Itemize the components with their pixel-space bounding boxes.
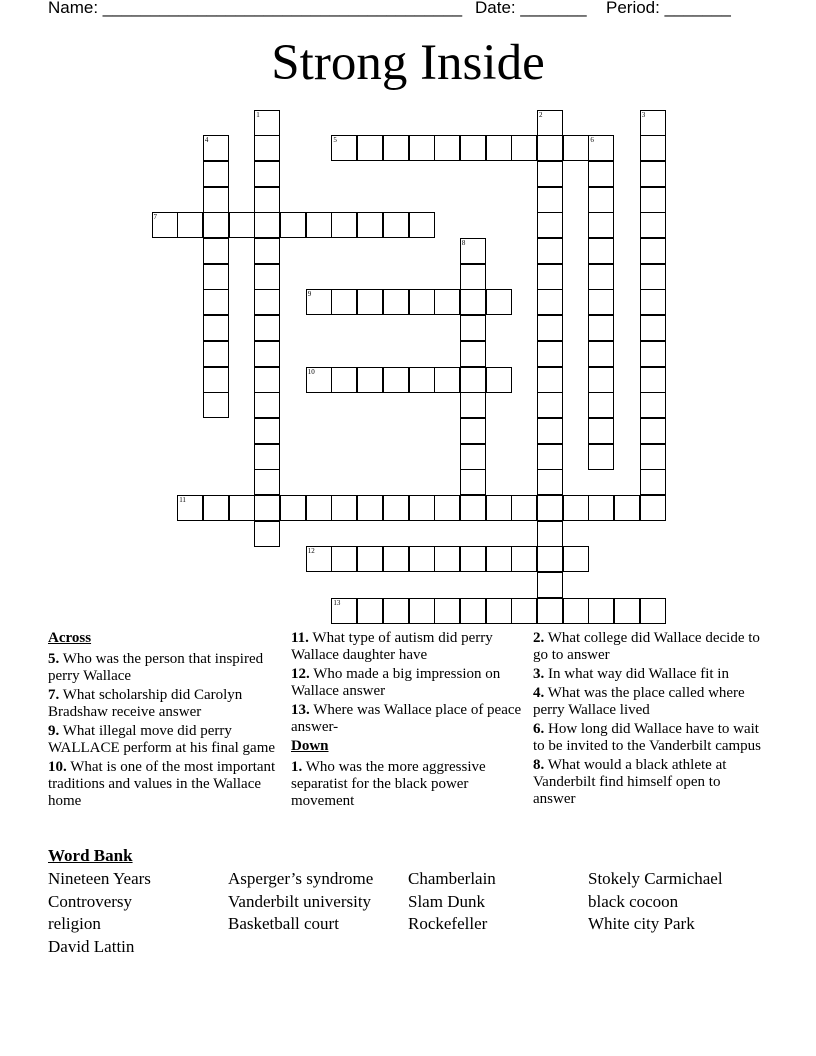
grid-cell[interactable] [177,212,203,238]
grid-cell[interactable] [460,238,486,264]
grid-cell[interactable] [460,367,486,393]
grid-cell[interactable] [537,315,563,341]
clue-item [48,759,280,810]
grid-cell[interactable] [254,521,280,547]
grid-cell[interactable] [460,315,486,341]
grid-cell[interactable] [409,598,435,624]
grid-cell[interactable] [357,367,383,393]
grid-cell[interactable] [640,495,666,521]
grid-cell[interactable] [331,598,357,624]
word-bank-word: Slam Dunk [408,891,485,911]
period-field[interactable]: Period: _______ [606,0,731,17]
clue-text: What type of autism did perry Wallace daughter have [291,630,493,663]
grid-cell[interactable] [537,264,563,290]
clue-item [48,651,280,685]
clue-item [291,759,523,810]
word-bank-word: Controversy [48,891,133,911]
grid-cell[interactable] [203,289,229,315]
grid-cell[interactable] [152,212,178,238]
grid-cell[interactable] [203,187,229,213]
date-field[interactable]: Date: _______ [475,0,587,17]
grid-cell[interactable] [357,212,383,238]
clue-number-label: 5. [48,651,60,667]
grid-cell[interactable] [383,289,409,315]
word-bank-word: Basketball court [228,914,339,933]
clue-number: 12 [307,547,315,556]
clue-text: What scholarship did Carolyn Bradshaw receive answer [48,687,243,720]
clue-number-label: 2. [533,630,545,646]
grid-cell[interactable] [537,546,563,572]
grid-cell[interactable] [486,367,512,393]
grid-cell[interactable] [434,495,460,521]
grid-cell[interactable] [640,187,666,213]
grid-cell[interactable] [640,444,666,470]
grid-cell[interactable] [409,495,435,521]
clue-item [533,757,763,808]
clue-item [533,666,763,683]
clue-number-label: 3. [533,666,545,682]
grid-cell[interactable] [537,418,563,444]
grid-cell[interactable] [537,212,563,238]
word-bank-word: Rockefeller [408,914,488,933]
header [48,0,756,20]
grid-cell[interactable] [254,264,280,290]
clue-number: 10 [307,367,315,376]
grid-cell[interactable] [254,212,280,238]
clue-number: 7 [153,213,157,222]
grid-cell[interactable] [254,444,280,470]
grid-cell[interactable] [640,598,666,624]
grid-cell[interactable] [537,161,563,187]
grid-cell[interactable] [588,495,614,521]
grid-cell[interactable] [409,367,435,393]
word-bank-word: White city Park [588,914,695,933]
clue-item [291,630,523,664]
grid-cell[interactable] [331,212,357,238]
grid-cell[interactable] [254,469,280,495]
grid-cell[interactable] [563,598,589,624]
clue-number: 11 [179,496,186,504]
grid-cell[interactable] [588,212,614,238]
grid-cell[interactable] [588,135,614,161]
grid-cell[interactable] [511,135,537,161]
clue-text: What illegal move did perry WALLACE perform at his final game [48,723,276,756]
clue-text: What would a black athlete at Vanderbilt find himself open to answer [533,757,727,807]
grid-cell[interactable] [588,289,614,315]
clue-number: 9 [307,290,312,299]
across-clues-column [48,630,280,812]
clue-text: What is one of the most important traditions and values in the Wallace home [48,759,276,809]
grid-cell[interactable] [563,135,589,161]
grid-cell[interactable] [383,135,409,161]
clue-text: Where was Wallace place of peace answer- [291,702,522,735]
clue-number: 5 [333,136,337,145]
grid-cell[interactable] [588,367,614,393]
grid-cell[interactable] [409,289,435,315]
grid-cell[interactable] [640,135,666,161]
grid-cell[interactable] [588,238,614,264]
grid-cell[interactable] [254,495,280,521]
grid-cell[interactable] [203,392,229,418]
word-bank-word: black cocoon [588,891,679,911]
grid-cell[interactable] [640,341,666,367]
grid-cell[interactable] [588,392,614,418]
word-bank-word: David Lattin [48,936,135,956]
grid-cell[interactable] [537,469,563,495]
grid-cell[interactable] [537,367,563,393]
grid-cell[interactable] [640,367,666,393]
grid-cell[interactable] [640,289,666,315]
grid-cell[interactable] [588,444,614,470]
clue-number-label: 9. [48,723,60,739]
grid-cell[interactable] [537,187,563,213]
grid-cell[interactable] [203,212,229,238]
grid-cell[interactable] [537,289,563,315]
grid-cell[interactable] [460,598,486,624]
grid-cell[interactable] [460,495,486,521]
grid-cell[interactable] [460,546,486,572]
clue-number: 3 [641,110,646,119]
grid-cell[interactable] [614,495,640,521]
grid-cell[interactable] [203,238,229,264]
clue-number: 13 [333,598,341,607]
clue-number: 8 [461,239,466,247]
clue-text: In what way did Wallace fit in [544,666,729,682]
grid-cell[interactable] [537,572,563,598]
grid-cell[interactable] [280,495,306,521]
word-bank-word: Stokely Carmichael [588,869,723,888]
grid-cell[interactable] [486,289,512,315]
grid-cell[interactable] [537,341,563,367]
grid-cell[interactable] [306,546,332,572]
across-heading: Across [48,630,92,646]
grid-cell[interactable] [254,289,280,315]
grid-cell[interactable] [588,341,614,367]
grid-cell[interactable] [588,187,614,213]
grid-cell[interactable] [357,546,383,572]
grid-cell[interactable] [640,212,666,238]
clues-column-3 [533,630,763,810]
clue-number-label: 6. [533,721,545,737]
word-bank-word: Asperger’s syndrome [228,869,374,888]
grid-cell[interactable] [537,521,563,547]
grid-cell[interactable] [460,469,486,495]
grid-cell[interactable] [434,289,460,315]
clue-number-label: 12. [291,666,310,682]
grid-cell[interactable] [511,598,537,624]
grid-cell[interactable] [306,289,332,315]
clue-item [48,687,280,721]
grid-cell[interactable] [563,495,589,521]
word-bank-word: Nineteen Years [48,869,151,888]
clue-item [291,702,523,736]
clue-number-label: 11. [291,630,309,646]
grid-cell[interactable] [254,187,280,213]
word-bank-title: Word Bank [48,846,133,865]
name-field[interactable]: Name: ______________________________________ [48,0,463,17]
grid-cell[interactable] [460,341,486,367]
clue-text: Who was the more aggressive separatist for the black power movement [291,759,486,809]
grid-cell[interactable] [409,546,435,572]
grid-cell[interactable] [357,135,383,161]
grid-cell[interactable] [254,367,280,393]
clue-text: Who was the person that inspired perry Wallace [48,651,264,684]
grid-cell[interactable] [306,367,332,393]
grid-cell[interactable] [203,161,229,187]
grid-cell[interactable] [640,238,666,264]
clue-number: 2 [539,110,543,119]
grid-cell[interactable] [537,444,563,470]
grid-cell[interactable] [486,546,512,572]
clue-item [533,721,763,755]
grid-cell[interactable] [460,289,486,315]
clue-item [533,685,763,719]
grid-cell[interactable] [460,135,486,161]
grid-cell[interactable] [357,289,383,315]
grid-cell[interactable] [486,135,512,161]
clue-number-label: 10. [48,759,67,775]
grid-cell[interactable] [588,161,614,187]
grid-cell[interactable] [177,495,203,521]
grid-cell[interactable] [588,315,614,341]
grid-cell[interactable] [588,418,614,444]
grid-cell[interactable] [306,212,332,238]
grid-cell[interactable] [640,315,666,341]
grid-cell[interactable] [383,598,409,624]
clue-item [291,666,523,700]
grid-cell[interactable] [357,495,383,521]
grid-cell[interactable] [306,495,332,521]
clue-number-label: 1. [291,759,303,775]
grid-cell[interactable] [331,289,357,315]
clue-text: Who made a big impression on Wallace answer [291,666,501,699]
grid-cell[interactable] [434,135,460,161]
word-bank-word: religion [48,914,101,933]
grid-cell[interactable] [229,495,255,521]
grid-cell[interactable] [511,495,537,521]
grid-cell[interactable] [511,546,537,572]
grid-cell[interactable] [640,161,666,187]
grid-cell[interactable] [537,598,563,624]
grid-cell[interactable] [254,418,280,444]
grid-cell[interactable] [460,264,486,290]
grid-cell[interactable] [254,238,280,264]
grid-cell[interactable] [563,546,589,572]
grid-cell[interactable] [460,418,486,444]
grid-cell[interactable] [537,495,563,521]
word-bank-word: Chamberlain [408,869,496,888]
grid-cell[interactable] [203,135,229,161]
clue-number: 1 [256,110,260,119]
grid-cell[interactable] [537,238,563,264]
grid-cell[interactable] [331,367,357,393]
grid-cell[interactable] [640,469,666,495]
grid-cell[interactable] [434,367,460,393]
grid-cell[interactable] [409,135,435,161]
clue-number-label: 7. [48,687,60,703]
grid-cell[interactable] [640,264,666,290]
grid-cell[interactable] [254,341,280,367]
grid-cell[interactable] [537,392,563,418]
grid-cell[interactable] [254,135,280,161]
clue-text: What college did Wallace decide to go to answer [533,630,760,663]
grid-cell[interactable] [229,212,255,238]
clue-item [533,630,763,664]
puzzle-title: Strong Inside [271,35,545,91]
grid-cell[interactable] [203,315,229,341]
grid-cell[interactable] [203,264,229,290]
grid-cell[interactable] [486,598,512,624]
grid-cell[interactable] [460,392,486,418]
down-heading: Down [291,738,329,754]
clues-column-2 [291,630,523,812]
grid-cell[interactable] [614,598,640,624]
grid-cell[interactable] [588,598,614,624]
grid-cell[interactable] [254,315,280,341]
grid-cell[interactable] [434,546,460,572]
clue-number-label: 4. [533,685,545,701]
clue-number: 6 [590,136,594,145]
grid-cell[interactable] [203,341,229,367]
grid-cell[interactable] [383,212,409,238]
grid-cell[interactable] [357,598,383,624]
clue-item [48,723,280,757]
grid-cell[interactable] [254,392,280,418]
clue-number: 4 [204,136,209,145]
grid-cell[interactable] [640,392,666,418]
grid-cell[interactable] [383,367,409,393]
grid-cell[interactable] [254,161,280,187]
grid-cell[interactable] [640,110,666,136]
grid-cell[interactable] [434,598,460,624]
grid-cell[interactable] [409,212,435,238]
grid-cell[interactable] [331,135,357,161]
grid-cell[interactable] [486,495,512,521]
clue-text: What was the place called where perry Wallace lived [533,685,745,718]
word-bank-word: Vanderbilt university [228,891,372,911]
grid-cell[interactable] [331,495,357,521]
grid-cell[interactable] [460,444,486,470]
grid-cell[interactable] [537,135,563,161]
grid-cell[interactable] [280,212,306,238]
grid-cell[interactable] [383,495,409,521]
grid-cell[interactable] [254,110,280,136]
grid-cell[interactable] [537,110,563,136]
grid-cell[interactable] [383,546,409,572]
grid-cell[interactable] [203,495,229,521]
grid-cell[interactable] [640,418,666,444]
clue-text: How long did Wallace have to wait to be invited to the Vanderbilt campus [533,721,762,754]
grid-cell[interactable] [331,546,357,572]
clue-number-label: 13. [291,702,310,718]
grid-cell[interactable] [203,367,229,393]
clue-number-label: 8. [533,757,545,773]
grid-cell[interactable] [588,264,614,290]
